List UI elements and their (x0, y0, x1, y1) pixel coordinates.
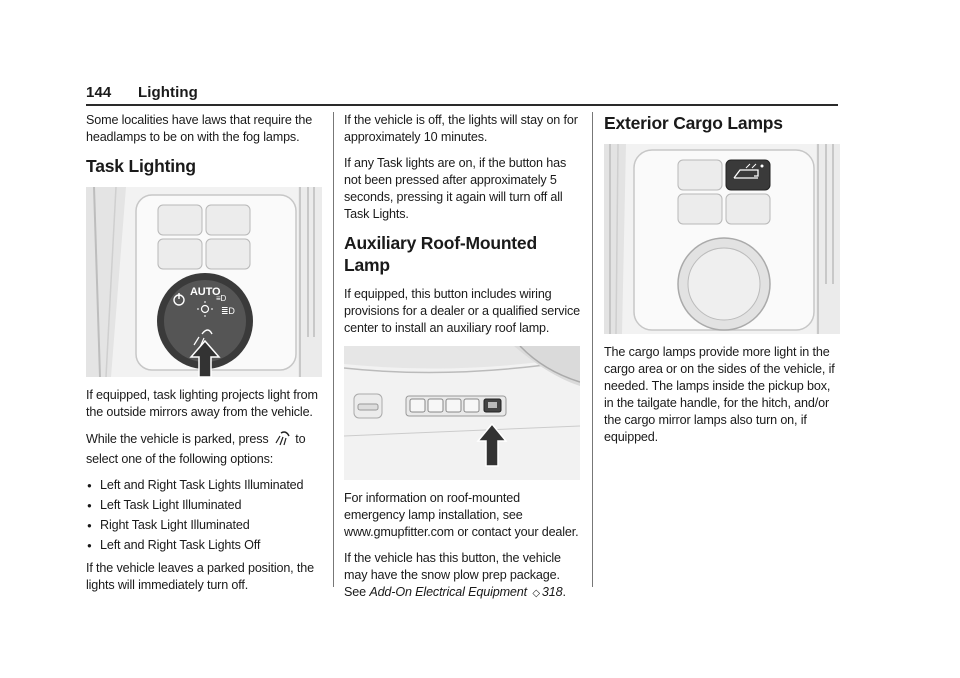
page-header (86, 84, 838, 104)
cargo-lamps-heading: Exterior Cargo Lamps (604, 113, 783, 133)
cross-reference-link[interactable]: Add-On Electrical Equipment (369, 585, 527, 599)
section-title: Lighting (138, 84, 198, 101)
list-item: ● Left Task Light Illuminated (86, 497, 322, 514)
auto-label: AUTO (190, 286, 221, 298)
list-item: ● Right Task Light Illuminated (86, 517, 322, 534)
aux-switch-panel-illustration (344, 346, 580, 480)
task-para-3: If the vehicle leaves a parked position, the lights will immediately turn off. (86, 561, 314, 592)
task-para-2: While the vehicle is parked, press to select one of the following options: (86, 432, 306, 466)
column-divider (333, 112, 334, 587)
headlamp-control-illustration (86, 187, 322, 377)
svg-text:≡D: ≡D (216, 294, 227, 303)
lights-off-para: If the vehicle is off, the lights will stay on for approximately 10 minutes. (344, 113, 578, 144)
task-para-1: If equipped, task lighting projects light from the outside mirrors away from the vehicle. (86, 388, 318, 419)
list-item: ● Left and Right Task Lights Illuminated (86, 477, 322, 494)
column-1 (86, 112, 322, 603)
task-lighting-figure (86, 187, 322, 377)
list-item: ● Left and Right Task Lights Off (86, 537, 322, 554)
task-light-button-icon (274, 430, 290, 451)
cross-reference-page[interactable]: 318 (541, 585, 563, 599)
aux-roof-lamp-heading: Auxiliary Roof-Mounted Lamp (344, 233, 537, 275)
task-lighting-heading: Task Lighting (86, 156, 196, 176)
aux-para-1: If equipped, this button includes wiring provisions for a dealer or a qualified service center to install an auxiliary roof lamp. (344, 287, 581, 335)
intro-paragraph: Some localities have laws that require the headlamps to be on with the fog lamps. (86, 113, 313, 144)
aux-para-3: If the vehicle has this button, the vehicle may have the snow plow prep package. See Add-On Electrical Equipment ◇ 318. (344, 550, 580, 602)
header-rule (86, 104, 838, 106)
page-ref-icon: ◇ (532, 588, 540, 599)
column-3 (604, 112, 840, 455)
column-divider (592, 112, 593, 587)
cargo-lamp-button-illustration (604, 144, 840, 334)
column-2 (344, 112, 580, 611)
aux-roof-lamp-figure (344, 346, 580, 480)
task-options-list (86, 477, 322, 554)
cargo-lamp-figure (604, 144, 840, 334)
aux-para-2: For information on roof-mounted emergency lamp installation, see www.gmupfitter.com or contact your dealer. (344, 491, 579, 539)
cargo-para-1: The cargo lamps provide more light in the cargo area or on the sides of the vehicle, if needed. The lamps inside the pickup box, in the tailgate handle, for the hitch, and/or the cargo mirror lamps also turn on, if equipped. (604, 345, 835, 444)
page-number: 144 (86, 84, 112, 101)
svg-text:≣D: ≣D (221, 306, 235, 316)
task-lights-timeout-para: If any Task lights are on, if the button has not been pressed after approximately 5 seconds, pressing it again will turn off all Task Lights. (344, 156, 567, 221)
